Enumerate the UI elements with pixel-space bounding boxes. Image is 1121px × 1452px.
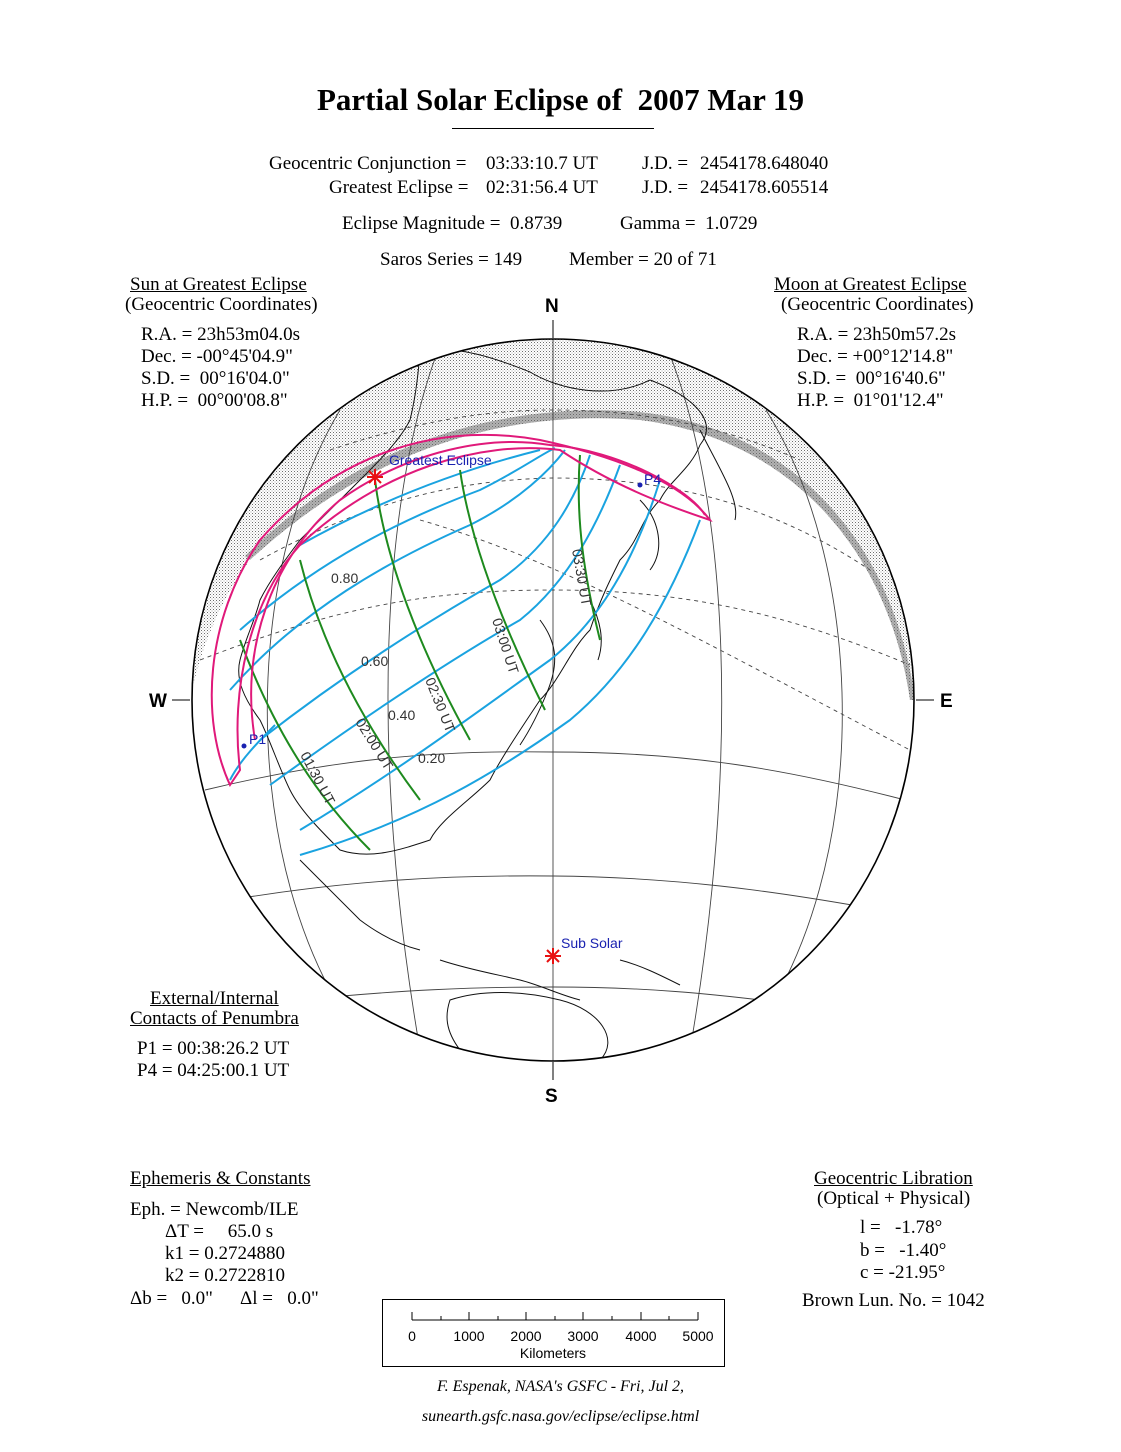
gamma: Gamma = 1.0729 bbox=[620, 213, 758, 234]
p4-point bbox=[638, 483, 643, 488]
greatest-eclipse-marker bbox=[367, 469, 383, 485]
scale-tick-2000: 2000 bbox=[510, 1328, 542, 1344]
sun-ra: R.A. = 23h53m04.0s bbox=[141, 324, 301, 345]
ephemeris-heading: Ephemeris & Constants bbox=[130, 1168, 311, 1189]
moon-dec: Dec. = +00°12'14.8" bbox=[797, 346, 954, 367]
moon-heading: Moon at Greatest Eclipse bbox=[774, 274, 967, 295]
contact-p4: P4 = 04:25:00.1 UT bbox=[137, 1060, 290, 1081]
conjunction-label: Geocentric Conjunction = bbox=[269, 153, 472, 174]
compass-east: E bbox=[940, 691, 953, 712]
time-label-0300: 03:00 UT bbox=[489, 615, 523, 676]
libration-subheading: (Optical + Physical) bbox=[817, 1188, 971, 1209]
credit-author: F. Espenak, NASA's GSFC - Fri, Jul 2, bbox=[436, 1378, 685, 1395]
k1-constant: k1 = 0.2724880 bbox=[165, 1243, 285, 1264]
conjunction-time: 03:33:10.7 UT bbox=[486, 153, 598, 174]
compass-west: W bbox=[149, 691, 167, 712]
p4-label: P4 bbox=[644, 471, 662, 487]
page-title: Partial Solar Eclipse of 2007 Mar 19 bbox=[316, 82, 805, 117]
moon-ra: R.A. = 23h50m57.2s bbox=[797, 324, 957, 345]
scale-tick-1000: 1000 bbox=[453, 1328, 485, 1344]
delta-l: Δl = 0.0" bbox=[240, 1288, 319, 1309]
greatest-eclipse-label: Greatest Eclipse bbox=[389, 452, 492, 468]
libration-heading: Geocentric Libration bbox=[814, 1168, 973, 1189]
greatest-eclipse-jd: 2454178.605514 bbox=[700, 177, 829, 198]
scale-tick-0: 0 bbox=[408, 1328, 416, 1344]
time-label-0130: 01:30 UT bbox=[297, 748, 339, 808]
scale-tick-4000: 4000 bbox=[625, 1328, 657, 1344]
libration-c: c = -21.95° bbox=[860, 1262, 946, 1283]
moon-hp: H.P. = 01°01'12.4" bbox=[797, 390, 944, 411]
brown-lunation: Brown Lun. No. = 1042 bbox=[802, 1290, 985, 1311]
sub-solar-label: Sub Solar bbox=[561, 935, 623, 951]
compass-north: N bbox=[545, 296, 559, 317]
conjunction-jd-label: J.D. = bbox=[642, 153, 693, 174]
sun-heading: Sun at Greatest Eclipse bbox=[130, 274, 307, 295]
compass-south: S bbox=[545, 1086, 558, 1107]
greatest-eclipse-time: 02:31:56.4 UT bbox=[486, 177, 598, 198]
contacts-heading-2: Contacts of Penumbra bbox=[130, 1008, 299, 1029]
sun-sd: S.D. = 00°16'04.0" bbox=[141, 368, 290, 389]
scale-unit: Kilometers bbox=[519, 1345, 587, 1361]
magnitude-label-040: 0.40 bbox=[388, 707, 416, 723]
libration-l: l = -1.78° bbox=[860, 1217, 943, 1238]
sun-dec: Dec. = -00°45'04.9" bbox=[141, 346, 293, 367]
delta-t: ΔT = 65.0 s bbox=[165, 1221, 274, 1242]
contacts-heading-1: External/Internal bbox=[150, 988, 279, 1009]
saros-series: Saros Series = 149 bbox=[380, 249, 523, 270]
scale-tick-3000: 3000 bbox=[567, 1328, 599, 1344]
p1-point bbox=[242, 744, 247, 749]
saros-member: Member = 20 of 71 bbox=[569, 249, 717, 270]
libration-b: b = -1.40° bbox=[860, 1240, 947, 1261]
p1-label: P1 bbox=[249, 731, 267, 747]
sun-hp: H.P. = 00°00'08.8" bbox=[141, 390, 288, 411]
magnitude-label-060: 0.60 bbox=[361, 653, 389, 669]
scale-bar bbox=[383, 1300, 724, 1366]
time-label-0330: 03:30 UT bbox=[569, 547, 595, 608]
scale-tick-5000: 5000 bbox=[682, 1328, 714, 1344]
ephemeris-name: Eph. = Newcomb/ILE bbox=[130, 1199, 299, 1220]
time-label-0230: 02:30 UT bbox=[422, 675, 459, 735]
greatest-eclipse-jd-label: J.D. = bbox=[642, 177, 693, 198]
magnitude-label-080: 0.80 bbox=[331, 570, 359, 586]
conjunction-jd: 2454178.648040 bbox=[700, 153, 829, 174]
contact-p1: P1 = 00:38:26.2 UT bbox=[137, 1038, 290, 1059]
sub-solar-marker bbox=[545, 948, 561, 964]
sun-subheading: (Geocentric Coordinates) bbox=[125, 294, 318, 315]
delta-b: Δb = 0.0" bbox=[130, 1288, 213, 1309]
credit-url: sunearth.gsfc.nasa.gov/eclipse/eclipse.html bbox=[421, 1408, 700, 1425]
magnitude-label-020: 0.20 bbox=[418, 750, 446, 766]
moon-sd: S.D. = 00°16'40.6" bbox=[797, 368, 946, 389]
scale-bar-box bbox=[382, 1299, 725, 1367]
time-label-0200: 02:00 UT bbox=[352, 715, 397, 773]
greatest-eclipse-label: Greatest Eclipse = bbox=[329, 177, 474, 198]
night-region bbox=[180, 300, 930, 700]
k2-constant: k2 = 0.2722810 bbox=[165, 1265, 285, 1286]
eclipse-magnitude: Eclipse Magnitude = 0.8739 bbox=[342, 213, 563, 234]
moon-subheading: (Geocentric Coordinates) bbox=[781, 294, 974, 315]
